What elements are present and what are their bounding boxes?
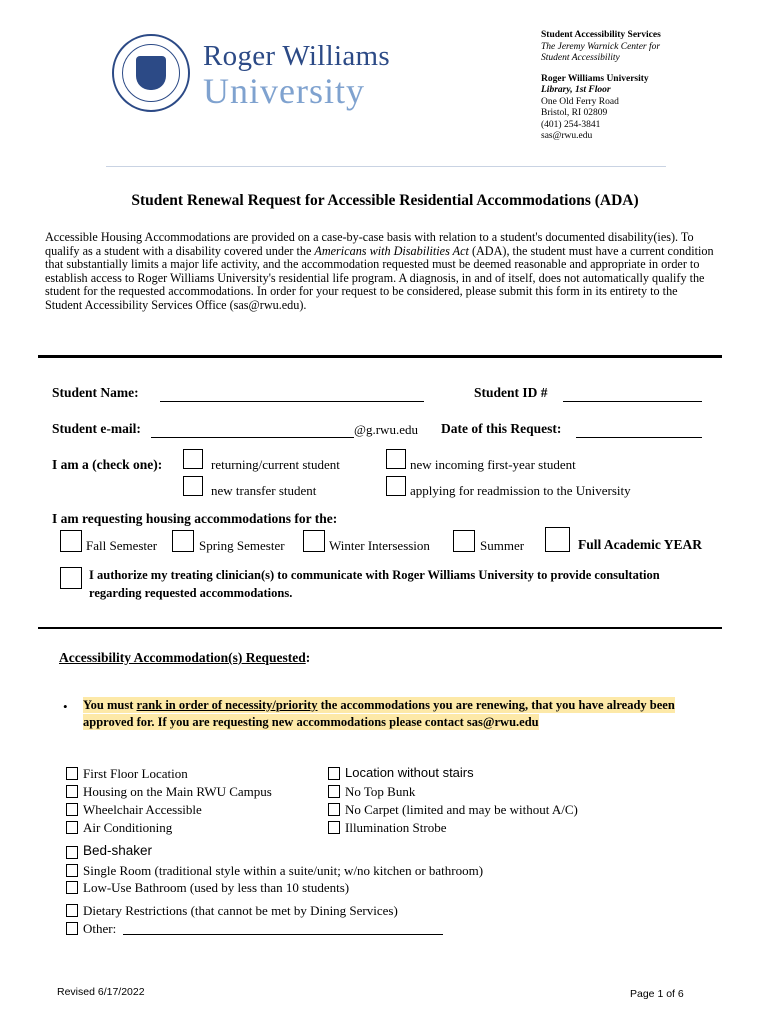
acc-wheelchair-label: Wheelchair Accessible [83,802,202,817]
acc-no-top-bunk-checkbox[interactable] [328,785,340,798]
status-transfer-label: new transfer student [211,483,317,498]
office-city: Bristol, RI 02809 [541,108,608,118]
status-returning-checkbox[interactable] [183,449,203,469]
bullet-dot: • [63,699,68,714]
acc-bed-shaker-checkbox[interactable] [66,846,78,859]
acc-first-floor-checkbox[interactable] [66,767,78,780]
term-summer-checkbox[interactable] [453,530,475,552]
acc-air-conditioning-checkbox[interactable] [66,821,78,834]
office-name: Student Accessibility Services [541,30,661,40]
student-email-label: Student e-mail: [52,421,141,436]
status-returning-label: returning/current student [211,457,340,472]
office-address-block [541,30,661,143]
term-winter-checkbox[interactable] [303,530,325,552]
acc-single-room-label: Single Room (traditional style within a suite/unit; w/no kitchen or bathroom) [83,863,484,878]
student-id-field[interactable] [563,401,702,402]
acc-bed-shaker-label: Bed-shaker [83,843,153,858]
intro-paragraph: Accessible Housing Accommodations are provided on a case-by-case basis with relation to a student's documented disability(ies). To qualify as a student with a disability covered under the Americans with Disabilities Act (ADA), the student must have a current condition that substantially limits a major life activity, and the accommodation requested must be deemed reasonable and appropriate in order to establish access to Roger Williams University's residential life program. A diagnosis, in and of itself, does not automatically qualify the student for the requested accommodations. In order for your request to be considered, please submit this form in its entirety to the Student Accessibility Services Office (sas@rwu.edu). [45,230,714,312]
acc-other-label: Other: [83,921,117,936]
acc-main-campus-label: Housing on the Main RWU Campus [83,784,272,799]
status-label: I am a (check one): [52,457,163,472]
acc-no-stairs-label: Location without stairs [345,765,474,780]
term-full-year-label: Full Academic YEAR [578,537,702,552]
email-domain: @g.rwu.edu [354,422,418,437]
acc-other-checkbox[interactable] [66,922,78,935]
acc-first-floor-label: First Floor Location [83,766,188,781]
acc-strobe-checkbox[interactable] [328,821,340,834]
acc-no-carpet-label: No Carpet (limited and may be without A/C) [345,802,578,817]
university-seal-icon [112,34,190,112]
term-fall-checkbox[interactable] [60,530,82,552]
section-divider-top [38,355,722,358]
acc-wheelchair-checkbox[interactable] [66,803,78,816]
header-divider [106,166,666,167]
housing-term-label: I am requesting housing accommodations for the: [52,511,338,526]
status-readmission-label: applying for readmission to the University [410,483,631,498]
student-name-field[interactable] [160,401,424,402]
term-spring-checkbox[interactable] [172,530,194,552]
revision-date: Revised 6/17/2022 [57,986,145,998]
logo-wordmark-line1: Roger Williams [203,40,390,72]
acc-no-carpet-checkbox[interactable] [328,803,340,816]
logo-wordmark-line2: University [203,71,365,111]
acc-other-field[interactable] [123,934,443,935]
authorize-clinician-checkbox[interactable] [60,567,82,589]
term-spring-label: Spring Semester [199,538,285,553]
term-full-year-checkbox[interactable] [545,527,570,552]
office-street: One Old Ferry Road [541,96,619,107]
office-email: sas@rwu.edu [541,131,593,141]
status-first-year-label: new incoming first-year student [410,457,576,472]
acc-main-campus-checkbox[interactable] [66,785,78,798]
acc-no-top-bunk-label: No Top Bunk [345,784,416,799]
request-date-field[interactable] [576,437,702,438]
acc-dietary-label: Dietary Restrictions (that cannot be met by Dining Services) [83,903,398,918]
priority-note: You must rank in order of necessity/priority the accommodations you are renewing, that you have already been approved for. If you are requesting new accommodations please contact sas@rwu.edu [83,698,675,729]
ada-act-name: Americans with Disabilities Act [314,243,469,258]
page-number: Page 1 of 6 [630,988,684,1000]
status-transfer-checkbox[interactable] [183,476,203,496]
acc-single-room-checkbox[interactable] [66,864,78,877]
office-university: Roger Williams University [541,73,649,84]
acc-no-stairs-checkbox[interactable] [328,767,340,780]
office-center-line1: The Jeremy Warnick Center for [541,41,661,52]
office-phone: (401) 254-3841 [541,119,601,130]
office-location: Library, 1st Floor [541,85,611,95]
acc-low-use-bathroom-label: Low-Use Bathroom (used by less than 10 students) [83,880,350,895]
student-email-field[interactable] [151,437,354,438]
term-summer-label: Summer [480,538,525,553]
term-fall-label: Fall Semester [86,538,158,553]
acc-low-use-bathroom-checkbox[interactable] [66,881,78,894]
status-readmission-checkbox[interactable] [386,476,406,496]
student-id-label: Student ID # [474,385,548,400]
student-name-label: Student Name: [52,385,139,400]
accommodations-heading: Accessibility Accommodation(s) Requested: [59,650,311,665]
office-center-line2: Student Accessibility [541,53,620,63]
section-divider-middle [38,627,722,629]
acc-dietary-checkbox[interactable] [66,904,78,917]
authorize-clinician-text: I authorize my treating clinician(s) to communicate with Roger Williams University to provide consultation regarding requested accommodations. [89,568,660,600]
status-first-year-checkbox[interactable] [386,449,406,469]
document-title: Student Renewal Request for Accessible Residential Accommodations (ADA) [131,192,639,209]
acc-strobe-label: Illumination Strobe [345,820,447,835]
acc-air-conditioning-label: Air Conditioning [83,820,173,835]
term-winter-label: Winter Intersession [329,538,430,553]
request-date-label: Date of this Request [441,421,557,436]
